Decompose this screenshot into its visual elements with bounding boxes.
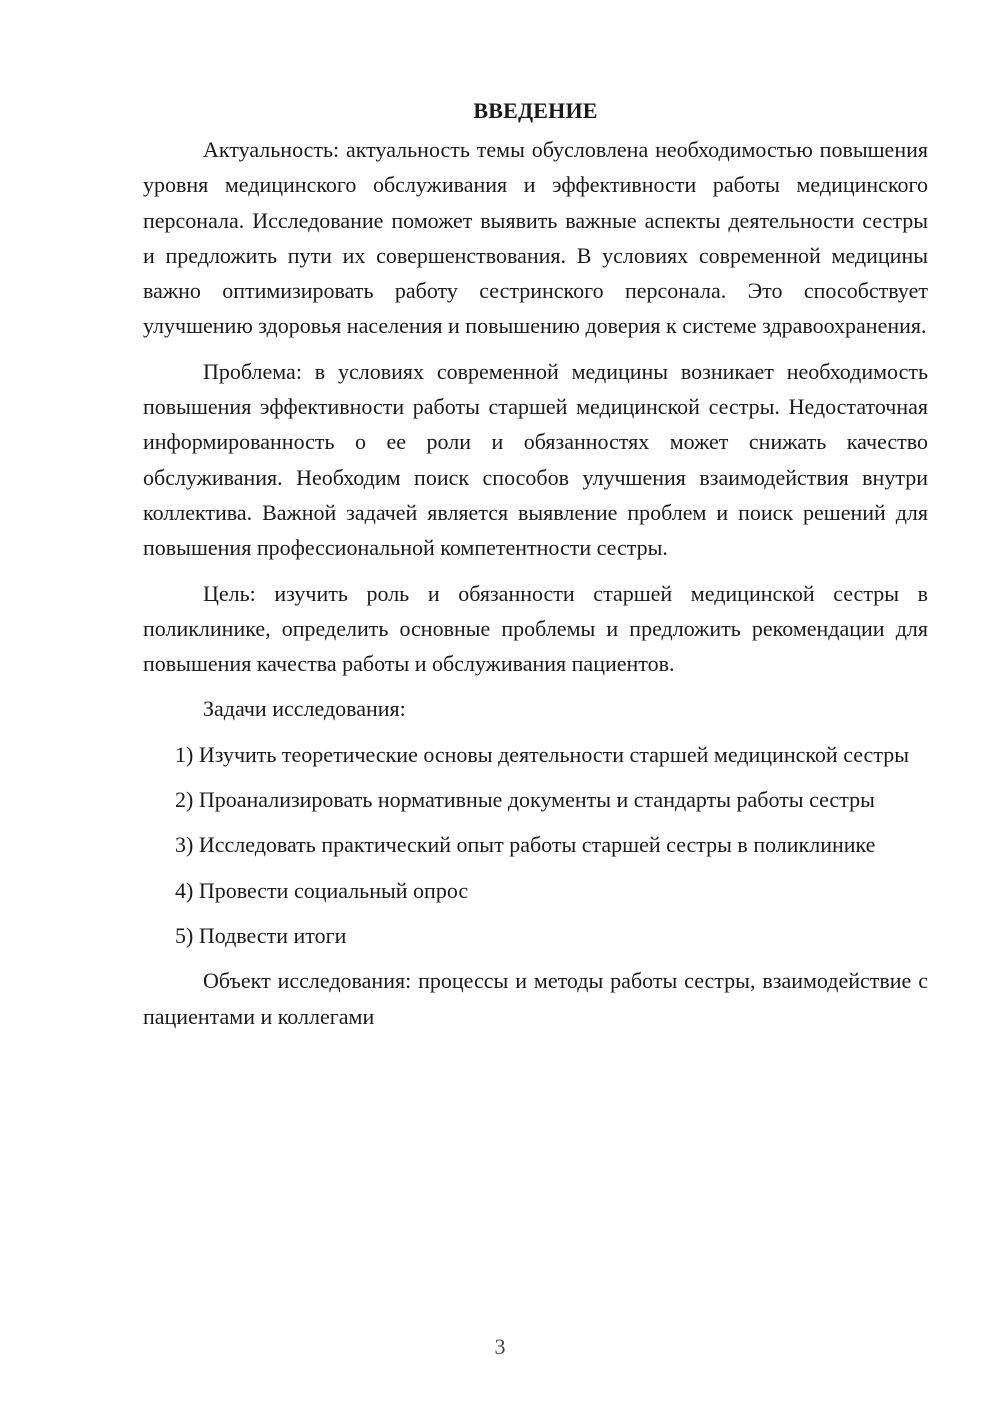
page-content [143,96,928,1044]
paragraph-goal: Цель: изучить роль и обязанности старшей медицинской сестры в поликлинике, определить основные проблемы и предложить рекомендации для повышения качества работы и обслуживания пациентов. [143,580,928,677]
tasks-heading: Задачи исследования: [203,696,406,722]
paragraph-relevance: Актуальность: актуальность темы обусловлена необходимостью повышения уровня медицинского обслуживания и эффективности работы медицинского персонала. Исследование поможет выявить важные аспекты деятельности сестры и предложить пути их совершенствования. В условиях современной медицины важно оптимизировать работу сестринского персонала. Это способствует улучшению здоровья населения и повышению доверия к системе здравоохранения. [143,137,928,339]
page-number: 3 [494,1334,506,1359]
task-item-5: 5) Подвести итоги [175,922,347,948]
task-item-3: 3) Исследовать практический опыт работы старшей сестры в поликлинике [175,832,876,858]
paragraph-problem: Проблема: в условиях современной медицины возникает необходимость повышения эффективности работы старшей медицинской сестры. Недостаточная информированность о ее роли и обязанностях может снижать качество обслуживания. Необходим поиск способов улучшения взаимодействия внутри коллектива. Важной задачей является выявление проблем и поиск решений для повышения профессиональной компетентности сестры. [143,358,928,561]
task-item-4: 4) Провести социальный опрос [175,877,469,903]
section-heading: ВВЕДЕНИЕ [473,98,598,123]
task-item-2: 2) Проанализировать нормативные документы и стандарты работы сестры [175,787,875,813]
paragraph-object: Объект исследования: процессы и методы работы сестры, взаимодействие с пациентами и коллегами [143,968,928,1029]
task-item-1: 1) Изучить теоретические основы деятельности старшей медицинской сестры [175,741,909,767]
